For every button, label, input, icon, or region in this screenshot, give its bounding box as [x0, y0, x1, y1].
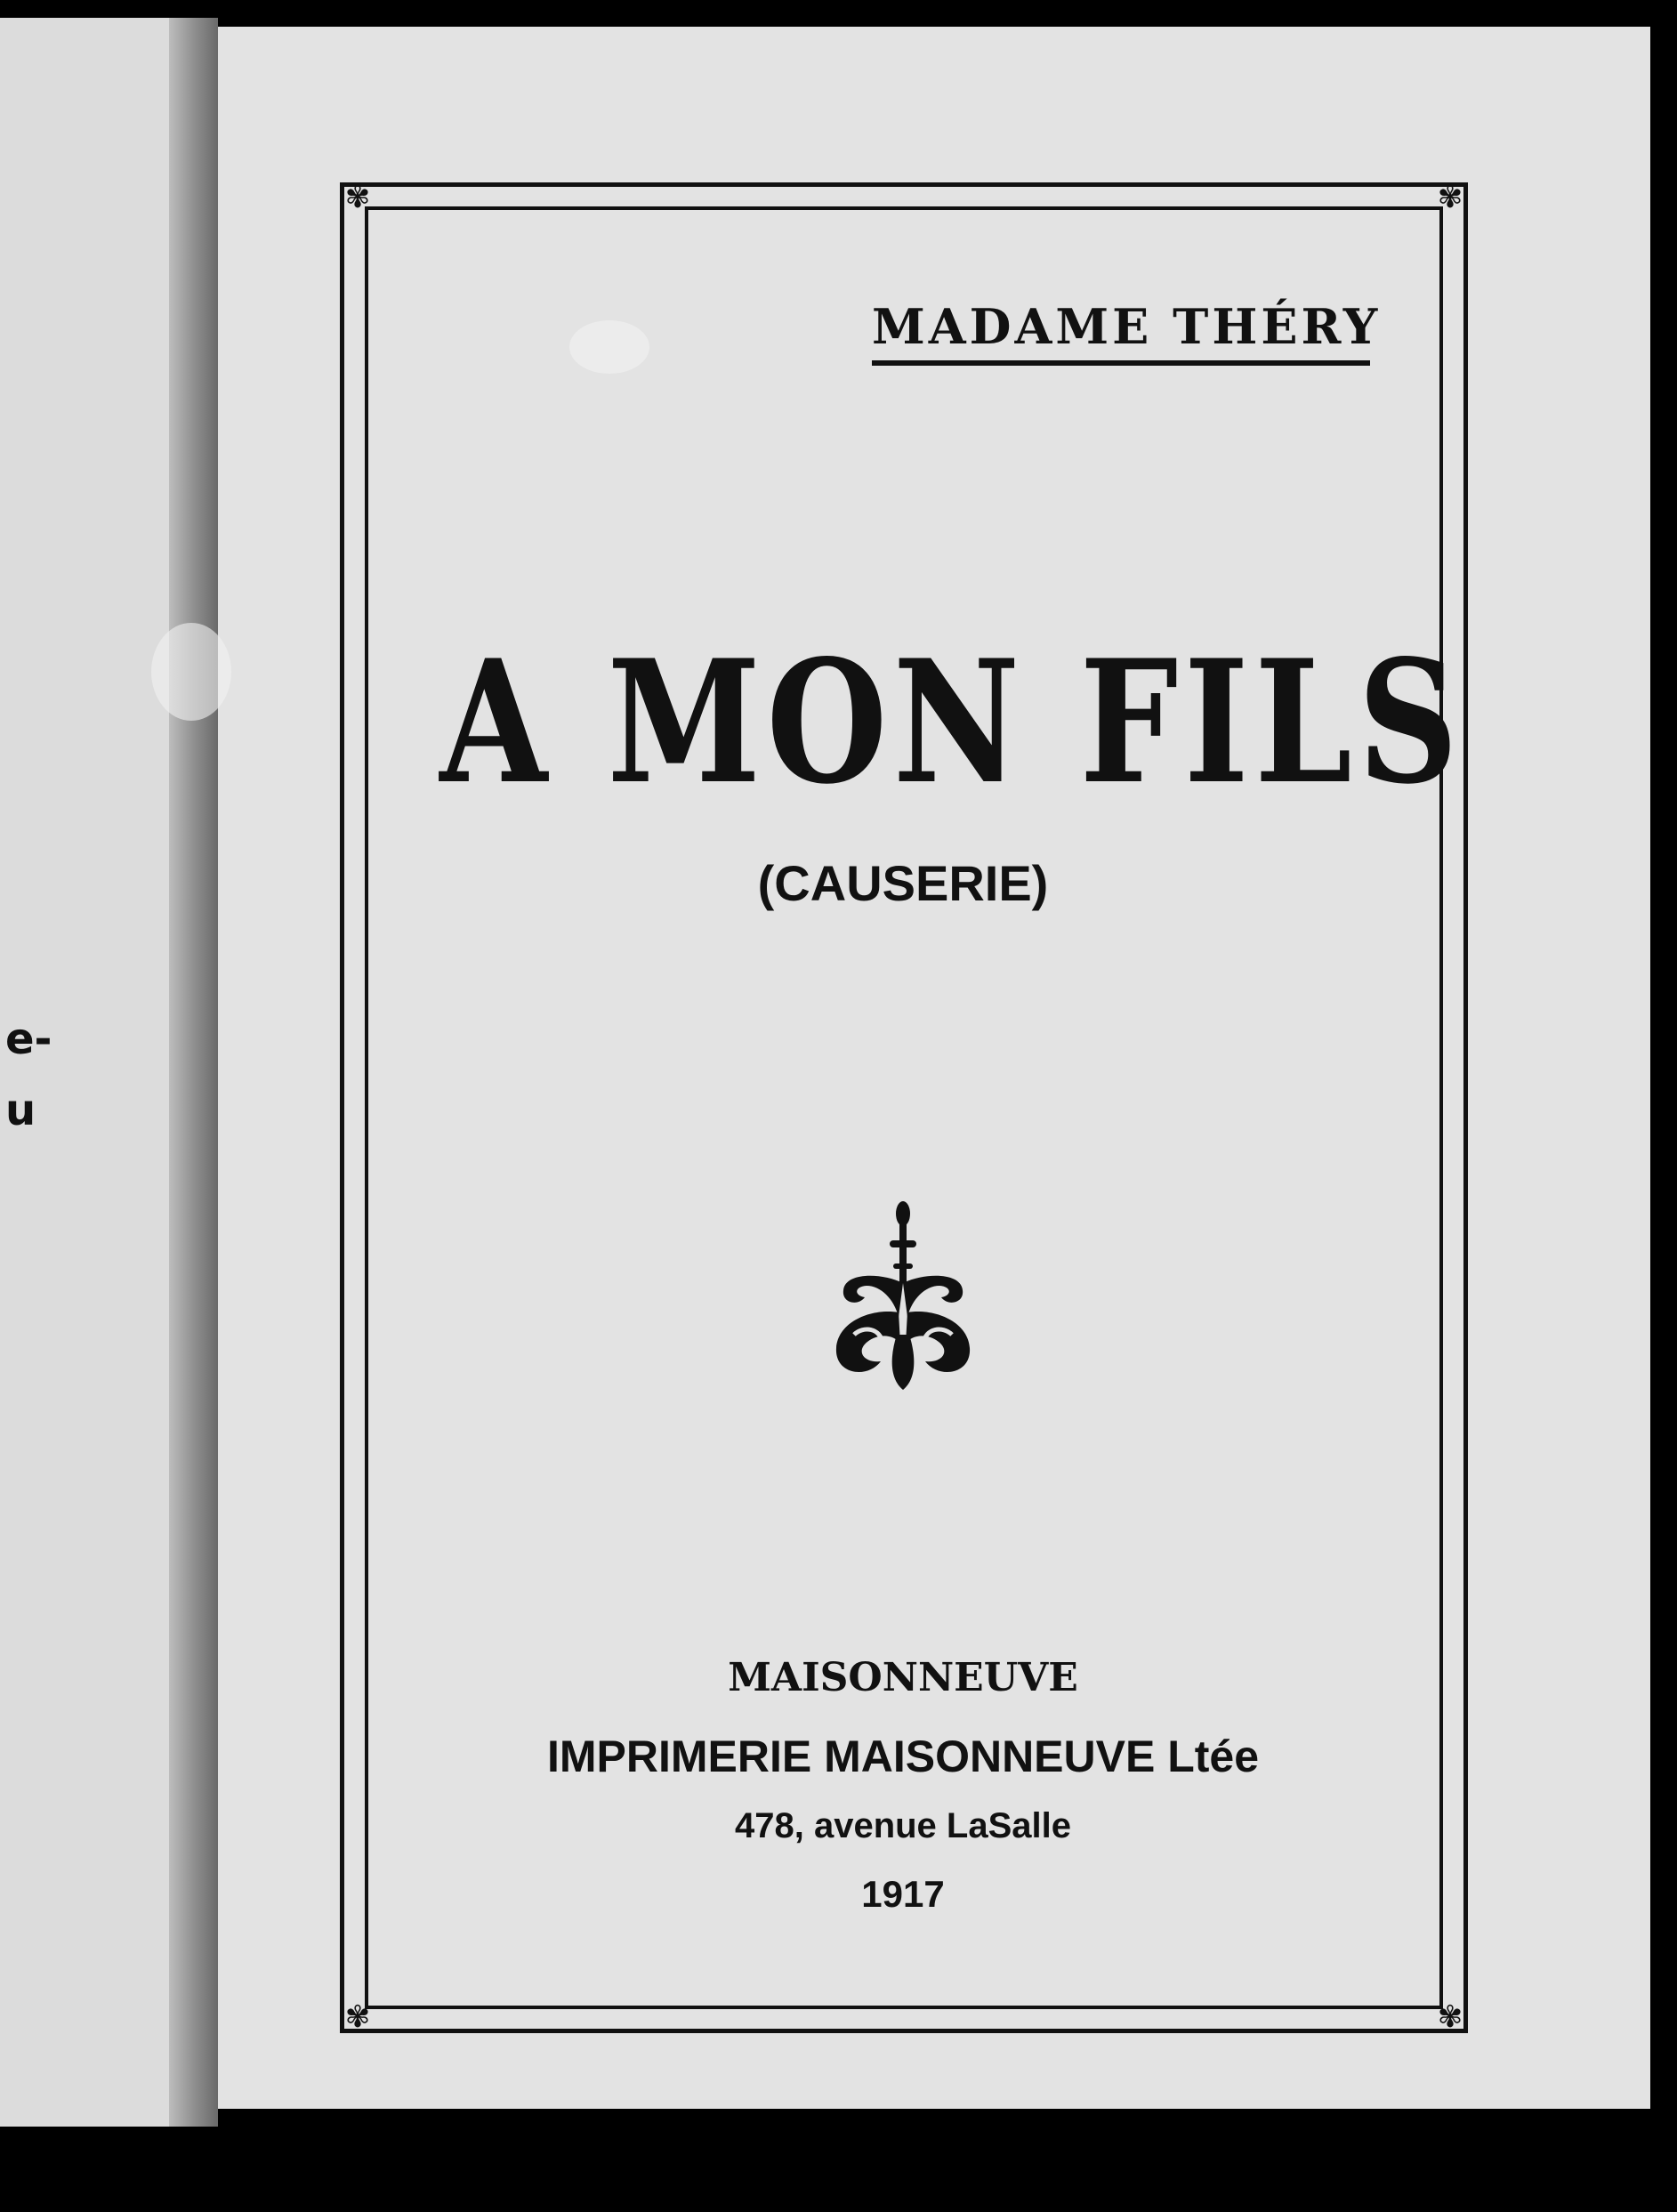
fleuron-icon	[827, 1201, 979, 1397]
publisher-address: 478, avenue LaSalle	[734, 1806, 1071, 1845]
book-subtitle: (CAUSERIE)	[757, 855, 1049, 911]
author-name: MADAME THÉRY	[872, 298, 1382, 355]
left-page-fragment: e-	[5, 1014, 52, 1064]
publication-year: 1917	[861, 1873, 945, 1915]
publisher-printer: IMPRIMERIE MAISONNEUVE Ltée	[546, 1732, 1260, 1781]
book-gutter	[169, 18, 218, 2127]
book-title: A MON FILS	[439, 623, 1464, 821]
publisher-city: MAISONNEUVE	[728, 1655, 1078, 1700]
rosette-icon: ✾	[344, 180, 371, 215]
author-underline	[872, 360, 1370, 366]
paper-stain	[151, 623, 231, 721]
rosette-icon: ✾	[1437, 180, 1463, 215]
left-page-fragment: u	[5, 1086, 36, 1135]
rosette-icon: ✾	[1437, 1999, 1463, 2035]
rosette-icon: ✾	[344, 1999, 371, 2035]
